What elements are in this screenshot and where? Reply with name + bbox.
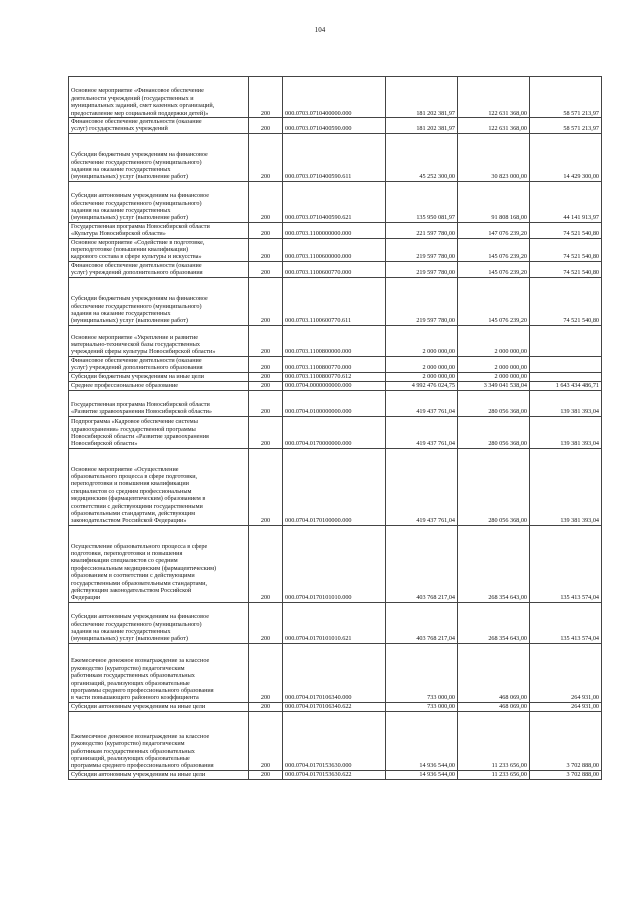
- row-value-3-cell: 135 413 574,04: [530, 525, 602, 602]
- row-name-cell: Финансовое обеспечение деятельности (оказание услуг) учреждений дополнительного образования: [69, 261, 249, 277]
- row-classification-cell: 000.0703.1100600000.000: [283, 238, 386, 261]
- row-value-2-cell: 2 000 000,00: [458, 325, 530, 356]
- row-name-cell: Субсидии бюджетным учреждениям на иные цели: [69, 372, 249, 381]
- row-name-cell: Финансовое обеспечение деятельности (оказание услуг) учреждений дополнительного образования: [69, 356, 249, 372]
- row-value-1-cell: 219 597 780,00: [386, 277, 458, 325]
- table-row: [69, 118, 602, 134]
- row-name-cell: Субсидии бюджетным учреждениям на финансовое обеспечение государственного (муниципального) задания на оказание государственных (муниципальных) услуг (выполнение работ): [69, 133, 249, 181]
- table-row: [69, 643, 602, 702]
- table-row: [69, 372, 602, 381]
- row-classification-cell: 000.0704.0170100000.000: [283, 448, 386, 525]
- table-row: [69, 133, 602, 181]
- row-value-2-cell: 145 076 239,20: [458, 261, 530, 277]
- row-code-cell: 200: [249, 448, 283, 525]
- row-value-3-cell: 139 381 393,04: [530, 416, 602, 448]
- row-classification-cell: 000.0703.1100000000.000: [283, 222, 386, 238]
- row-name-cell: Субсидии автономным учреждениям на финансовое обеспечение государственного (муниципального) задания на оказание государственных (муниципальных) услуг (выполнение работ): [69, 181, 249, 222]
- table-row: [69, 381, 602, 390]
- row-value-1-cell: 2 000 000,00: [386, 325, 458, 356]
- row-value-3-cell: 44 141 913,97: [530, 181, 602, 222]
- row-code-cell: 200: [249, 133, 283, 181]
- row-classification-cell: 000.0703.1100600770.611: [283, 277, 386, 325]
- row-name-cell: Основное мероприятие «Осуществление образовательного процесса в сфере подготовки, переподготовки и повышения квалификации специалистов со средним профессиональным медицинским (фармацевтическим) образованием в соответствии с действующими государственными образовательными стандартами, действующим законодательством Российской Федерации»: [69, 448, 249, 525]
- table-row: [69, 181, 602, 222]
- row-classification-cell: 000.0704.0000000000.000: [283, 381, 386, 390]
- table-row: [69, 702, 602, 711]
- row-value-2-cell: 2 000 000,00: [458, 372, 530, 381]
- row-name-cell: Субсидии автономным учреждениям на иные цели: [69, 702, 249, 711]
- row-value-2-cell: 268 354 643,00: [458, 525, 530, 602]
- row-value-2-cell: 145 076 239,20: [458, 277, 530, 325]
- row-value-2-cell: 145 076 239,20: [458, 238, 530, 261]
- row-value-3-cell: [530, 356, 602, 372]
- table-row: [69, 325, 602, 356]
- row-code-cell: 200: [249, 118, 283, 134]
- row-code-cell: 200: [249, 390, 283, 416]
- row-code-cell: 200: [249, 222, 283, 238]
- row-value-3-cell: [530, 372, 602, 381]
- row-value-2-cell: 147 076 239,20: [458, 222, 530, 238]
- table-row: [69, 525, 602, 602]
- row-value-2-cell: 468 069,00: [458, 643, 530, 702]
- row-code-cell: 200: [249, 602, 283, 643]
- row-value-2-cell: 91 808 168,00: [458, 181, 530, 222]
- row-value-1-cell: 403 768 217,04: [386, 602, 458, 643]
- table-row: [69, 238, 602, 261]
- table-row: [69, 416, 602, 448]
- row-value-3-cell: 58 571 213,97: [530, 118, 602, 134]
- row-value-1-cell: 733 000,00: [386, 702, 458, 711]
- table-row: [69, 448, 602, 525]
- row-code-cell: 200: [249, 372, 283, 381]
- row-value-2-cell: 280 056 368,00: [458, 390, 530, 416]
- row-name-cell: Основное мероприятие «Укрепление и развитие материально-технической базы государственных учреждений сферы культуры Новосибирской области»: [69, 325, 249, 356]
- row-value-1-cell: 181 202 381,97: [386, 118, 458, 134]
- row-value-3-cell: 74 521 540,80: [530, 222, 602, 238]
- row-code-cell: 200: [249, 238, 283, 261]
- row-name-cell: Основное мероприятие «Содействие в подготовке, переподготовке (повышении квалификации) кадрового состава в сфере культуры и искусства»: [69, 238, 249, 261]
- row-value-2-cell: 30 823 000,00: [458, 133, 530, 181]
- row-name-cell: Среднее профессиональное образование: [69, 381, 249, 390]
- row-value-1-cell: 2 000 000,00: [386, 372, 458, 381]
- row-value-3-cell: 135 413 574,04: [530, 602, 602, 643]
- row-value-1-cell: 4 992 476 024,75: [386, 381, 458, 390]
- row-classification-cell: 000.0704.0170106340.000: [283, 643, 386, 702]
- row-value-2-cell: 3 349 041 538,04: [458, 381, 530, 390]
- row-value-1-cell: 221 597 780,00: [386, 222, 458, 238]
- row-value-1-cell: 219 597 780,00: [386, 261, 458, 277]
- row-value-2-cell: 11 233 656,00: [458, 770, 530, 779]
- table-row: [69, 77, 602, 118]
- row-code-cell: 200: [249, 770, 283, 779]
- row-classification-cell: 000.0703.1100600770.000: [283, 261, 386, 277]
- row-value-2-cell: 280 056 368,00: [458, 416, 530, 448]
- row-classification-cell: 000.0703.1100800770.612: [283, 372, 386, 381]
- row-value-1-cell: 181 202 381,97: [386, 77, 458, 118]
- row-code-cell: 200: [249, 261, 283, 277]
- row-code-cell: 200: [249, 356, 283, 372]
- row-code-cell: 200: [249, 711, 283, 770]
- budget-table: [68, 76, 602, 780]
- row-value-3-cell: 58 571 213,97: [530, 77, 602, 118]
- table-row: [69, 222, 602, 238]
- row-value-2-cell: 122 631 368,00: [458, 118, 530, 134]
- row-value-3-cell: 264 931,00: [530, 643, 602, 702]
- row-name-cell: Финансовое обеспечение деятельности (оказание услуг) государственных учреждений: [69, 118, 249, 134]
- row-code-cell: 200: [249, 416, 283, 448]
- row-name-cell: Субсидии бюджетным учреждениям на финансовое обеспечение государственного (муниципального) задания на оказание государственных (муниципальных) услуг (выполнение работ): [69, 277, 249, 325]
- row-name-cell: Ежемесячное денежное вознаграждение за классное руководство (кураторство) педагогическим работникам государственных образовательных организаций, реализующих образовательные программы среднего профессионального образования в части повышающего районного коэффициента: [69, 643, 249, 702]
- table-row: [69, 770, 602, 779]
- row-classification-cell: 000.0704.0170153630.622: [283, 770, 386, 779]
- row-classification-cell: 000.0704.0170101010.000: [283, 525, 386, 602]
- table-row: [69, 261, 602, 277]
- row-code-cell: 200: [249, 277, 283, 325]
- row-value-3-cell: [530, 325, 602, 356]
- table-row: [69, 602, 602, 643]
- row-value-2-cell: 2 000 000,00: [458, 356, 530, 372]
- row-name-cell: Подпрограмма «Кадровое обеспечение системы здравоохранения» государственной программы Новосибирской области «Развитие здравоохранения Новосибирской области»: [69, 416, 249, 448]
- row-name-cell: Основное мероприятие «Финансовое обеспечение деятельности учреждений (государственных и муниципальных заданий, смет казенных организаций, предоставление мер социальной поддержки детей)»: [69, 77, 249, 118]
- row-value-1-cell: 135 950 081,97: [386, 181, 458, 222]
- row-value-1-cell: 733 000,00: [386, 643, 458, 702]
- row-value-2-cell: 11 233 656,00: [458, 711, 530, 770]
- row-value-3-cell: 139 381 393,04: [530, 448, 602, 525]
- table-row: [69, 277, 602, 325]
- row-value-1-cell: 2 000 000,00: [386, 356, 458, 372]
- row-name-cell: Субсидии автономным учреждениям на иные цели: [69, 770, 249, 779]
- row-value-1-cell: 14 936 544,00: [386, 711, 458, 770]
- row-value-1-cell: 419 437 761,04: [386, 416, 458, 448]
- row-code-cell: 200: [249, 702, 283, 711]
- row-value-3-cell: 139 381 393,04: [530, 390, 602, 416]
- row-name-cell: Государственная программа Новосибирской области «Культура Новосибирской области»: [69, 222, 249, 238]
- row-classification-cell: 000.0703.0710400590.621: [283, 181, 386, 222]
- row-value-3-cell: 14 429 300,00: [530, 133, 602, 181]
- budget-table-body: [69, 77, 602, 780]
- row-value-1-cell: 14 936 544,00: [386, 770, 458, 779]
- row-value-1-cell: 419 437 761,04: [386, 448, 458, 525]
- row-classification-cell: 000.0704.0170153630.000: [283, 711, 386, 770]
- row-value-2-cell: 268 354 643,00: [458, 602, 530, 643]
- row-value-2-cell: 280 056 368,00: [458, 448, 530, 525]
- row-value-3-cell: 3 702 888,00: [530, 770, 602, 779]
- row-value-3-cell: 3 702 888,00: [530, 711, 602, 770]
- row-classification-cell: 000.0704.0170106340.622: [283, 702, 386, 711]
- row-value-3-cell: 264 931,00: [530, 702, 602, 711]
- row-code-cell: 200: [249, 381, 283, 390]
- row-code-cell: 200: [249, 525, 283, 602]
- row-code-cell: 200: [249, 181, 283, 222]
- row-name-cell: Осуществление образовательного процесса в сфере подготовки, переподготовки и повышения квалификации специалистов со средним профессиональным медицинским (фармацевтическим) образованием в соответствии с действующими государственными образовательными стандартами, действующим законодательством Российской Федерации: [69, 525, 249, 602]
- table-row: [69, 711, 602, 770]
- row-value-2-cell: 468 069,00: [458, 702, 530, 711]
- row-classification-cell: 000.0703.0710400590.000: [283, 118, 386, 134]
- row-classification-cell: 000.0704.0170101010.621: [283, 602, 386, 643]
- row-value-1-cell: 219 597 780,00: [386, 238, 458, 261]
- row-classification-cell: 000.0704.0170000000.000: [283, 416, 386, 448]
- row-code-cell: 200: [249, 643, 283, 702]
- row-value-3-cell: 74 521 540,80: [530, 277, 602, 325]
- row-classification-cell: 000.0703.0710400000.000: [283, 77, 386, 118]
- row-value-2-cell: 122 631 368,00: [458, 77, 530, 118]
- row-code-cell: 200: [249, 325, 283, 356]
- row-classification-cell: 000.0704.0100000000.000: [283, 390, 386, 416]
- row-value-3-cell: 1 643 434 486,71: [530, 381, 602, 390]
- row-value-1-cell: 419 437 761,04: [386, 390, 458, 416]
- row-value-1-cell: 45 252 300,00: [386, 133, 458, 181]
- row-value-3-cell: 74 521 540,80: [530, 238, 602, 261]
- table-row: [69, 356, 602, 372]
- row-name-cell: Государственная программа Новосибирской области «Развитие здравоохранения Новосибирской области»: [69, 390, 249, 416]
- row-classification-cell: 000.0703.1100800000.000: [283, 325, 386, 356]
- row-classification-cell: 000.0703.0710400590.611: [283, 133, 386, 181]
- table-row: [69, 390, 602, 416]
- row-classification-cell: 000.0703.1100800770.000: [283, 356, 386, 372]
- row-code-cell: 200: [249, 77, 283, 118]
- row-value-3-cell: 74 521 540,80: [530, 261, 602, 277]
- row-value-1-cell: 403 768 217,04: [386, 525, 458, 602]
- row-name-cell: Ежемесячное денежное вознаграждение за классное руководство (кураторство) педагогическим работникам государственных образовательных организаций, реализующих образовательные программы среднего профессионального образования: [69, 711, 249, 770]
- row-name-cell: Субсидии автономным учреждениям на финансовое обеспечение государственного (муниципального) задания на оказание государственных (муниципальных) услуг (выполнение работ): [69, 602, 249, 643]
- page-number: 104: [314, 26, 326, 34]
